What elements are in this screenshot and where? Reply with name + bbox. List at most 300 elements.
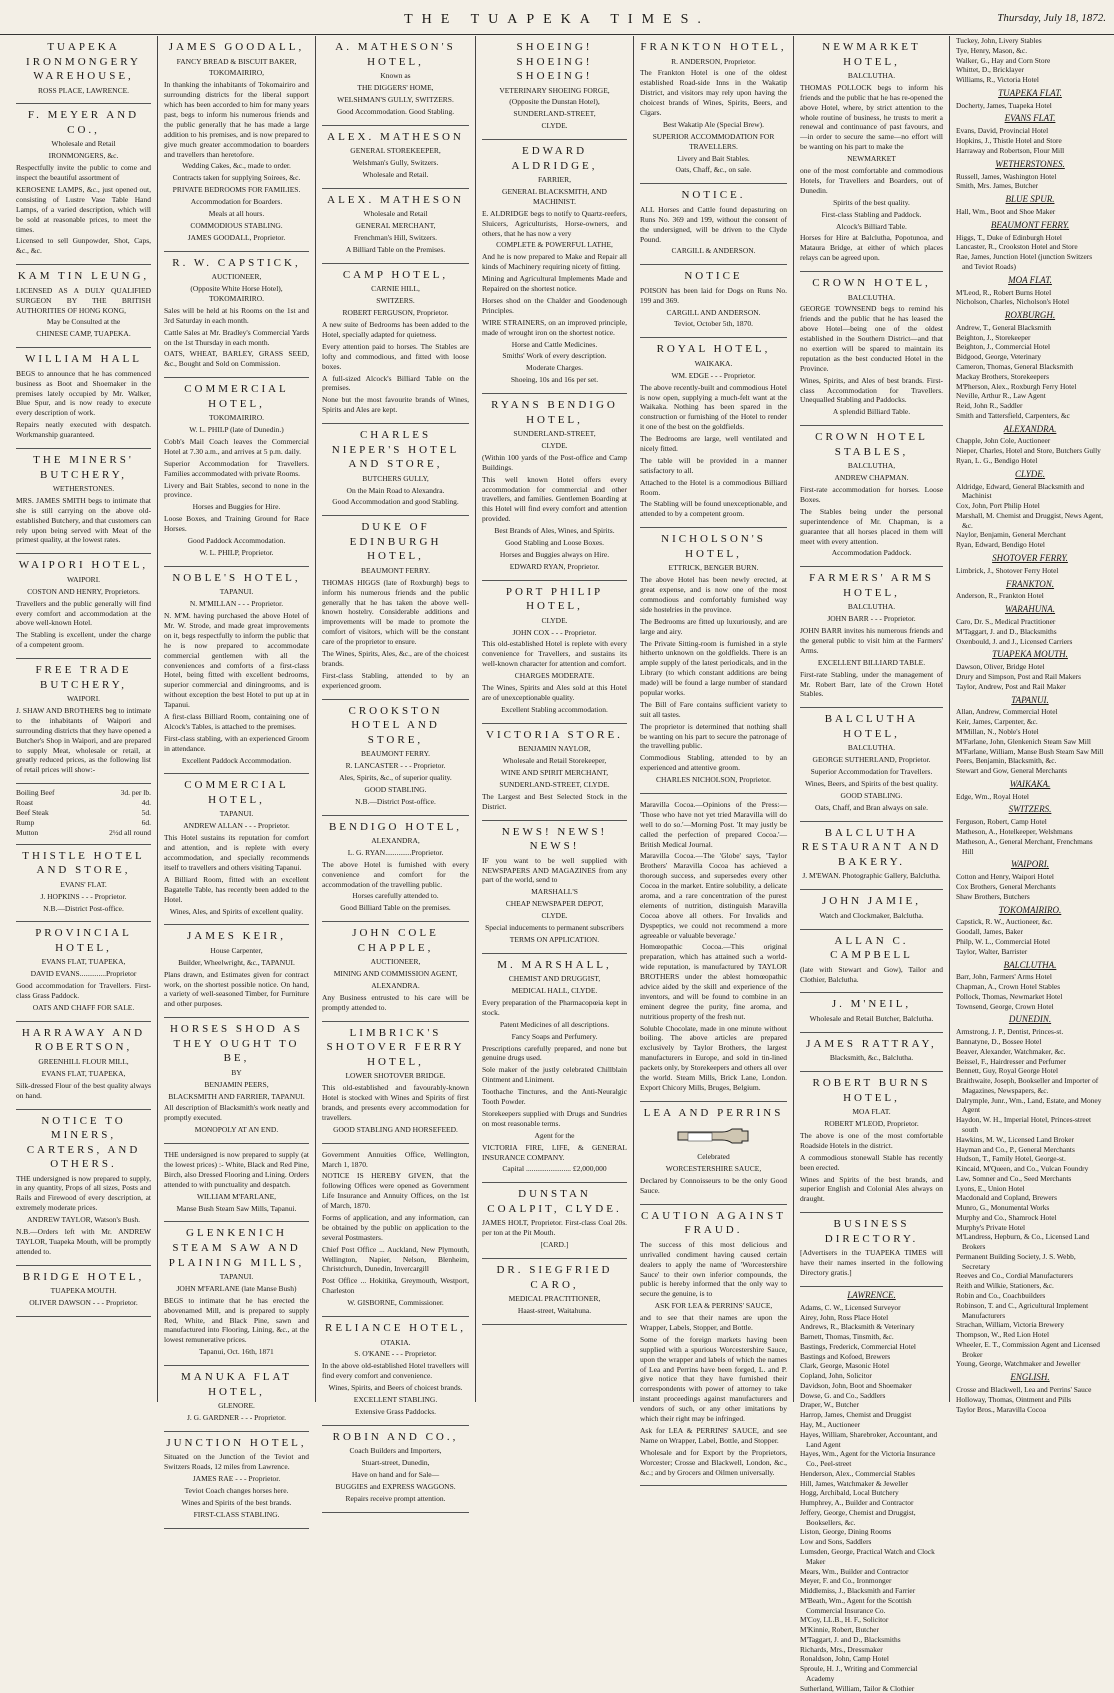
directory-entry: Dawson, Oliver, Bridge Hotel [956, 662, 1045, 672]
ad-text: JOHN BARR - - - Proprietor. [827, 614, 916, 624]
ad-title: RYANS BENDIGO HOTEL, [491, 399, 618, 426]
price-row [16, 808, 151, 818]
directory-entry: Hayes, William, Sharebroker, Accountant, and Land Agent [800, 1429, 938, 1449]
directory-entry: Sproule, H. J., Writing and Commercial Academy [800, 1664, 918, 1683]
ad-text: EXCELLENT STABLING. [353, 1394, 438, 1404]
directory-entry: Cox, John, Port Philip Hotel [956, 501, 1040, 511]
ad-text: Maravilla Cocoa.—The 'Globe' says, 'Taylor Brothers' Maravilla Cocoa has achieved a thorough success, and supersedes every other Cocoa in the market. Entire solubility, a delicate aroma, and a rare concentration of the purest elements of nutrition, distinguish Maravilla Cocoa above all others. For Invalids and Dyspeptics, we could not recommend a more agreeable or valuable beverage.' [640, 851, 787, 940]
ad-title: BRIDGE HOTEL, [22, 1270, 145, 1283]
ad-text: JAMES RAE - - - Proprietor. [192, 1474, 281, 1484]
directory-entry: Philp, W. L., Commercial Hotel [956, 936, 1051, 946]
directory-entry: M'Beath, Wm., Agent for the Scottish Commercial Insurance Co. [800, 1595, 912, 1615]
directory-entry: Beighton, J., Commercial Hotel [956, 342, 1051, 352]
ad-text: Wedding Cakes, &c., made to order. [182, 161, 291, 171]
advertisement [322, 264, 469, 424]
ad-text: Extensive Grass Paddocks. [354, 1406, 437, 1416]
ad-title: EDWARD ALDRIDGE, [511, 145, 598, 172]
ad-text: SUNDERLAND-STREET, [513, 429, 596, 439]
ad-text: BALCLUTHA. [847, 292, 896, 302]
ad-text: TOKOMAIRIRO. [208, 413, 265, 423]
directory-entry: Hudson, T., Family Hotel, George-st. [956, 1154, 1066, 1164]
advertisement [482, 954, 627, 1184]
directory-entry: Reid, John R., Saddler [956, 401, 1023, 411]
ad-text: GREENHILL FLOUR MILL, [38, 1056, 129, 1066]
directory-entry: Munro, G., Monumental Works [956, 1203, 1050, 1213]
advertisement [800, 993, 943, 1032]
ad-text: WINE AND SPIRIT MERCHANT, [500, 768, 609, 778]
ad-text: (Opposite White Horse Hotel), TOKOMAIRIRO. [190, 284, 283, 303]
ad-text: Sales will be held at his Rooms on the 1st and 3rd Saturday in each month. [164, 305, 309, 325]
advertisement [16, 449, 151, 554]
ad-text: CLYDE. [541, 615, 568, 625]
ad-title: JAMES KEIR, [186, 930, 286, 943]
ad-title: CAMP HOTEL, [342, 268, 449, 281]
ad-text: The Stabling is excellent, under the charge of a competent groom. [16, 630, 151, 650]
ad-text: BUGGIES and EXPRESS WAGGONS. [335, 1481, 456, 1491]
directory-entry: Chapple, John Cole, Auctioneer [956, 436, 1051, 446]
directory-entry: Matheson, A., General Merchant, Frenchmans Hill [956, 836, 1093, 856]
ad-text: Watch and Clockmaker, Balclutha. [819, 910, 924, 920]
ad-text: MEDICAL PRACTITIONER, [508, 1294, 601, 1304]
directory-entry: Whittet, D., Bricklayer [956, 65, 1024, 75]
ad-text: Stuart-street, Dunedin, [361, 1458, 430, 1468]
ad-text: THOMAS POLLOCK begs to inform his friends and the public that he has re-opened the above Hotel, where, by strict attention to the whole routine of business, he trusts to merit a renewal and continuance of past favours, and—in order to secure the same—no effort will be wanting on his part to make the [800, 82, 943, 152]
ad-text: Every attention paid to horses. The Stables are lofty and commodious, and fitted with loose boxes. [322, 341, 469, 371]
directory-entry: Nieper, Charles, Hotel and Store, Butchers Gully [956, 446, 1101, 456]
ad-text: Declared by Connoisseurs to be the only Good Sauce. [640, 1176, 787, 1195]
ad-title: PORT PHILIP HOTEL, [505, 585, 604, 613]
directory-entry: Limbrick, J., Shotover Ferry Hotel [956, 565, 1059, 575]
ad-text: FANCY BREAD & BISCUIT BAKER, [176, 56, 297, 66]
directory-entry: Caro, Dr. S., Medical Practitioner [956, 617, 1056, 627]
ad-text: The Stables being under the personal superintendence of Mr. Chapman, is a guarantee that all horses placed in them will meet with every attention. [800, 506, 943, 546]
ad-text: GOOD STABLING. [364, 784, 427, 794]
ad-title: JAMES GOODALL, [168, 41, 305, 53]
ad-text: EVANS FLAT, TUAPEKA, [41, 1068, 126, 1078]
directory-entry: M'Taggart, J. and D., Blacksmiths [800, 1634, 901, 1644]
price-value: 6d. [141, 817, 151, 827]
ad-text: Wholesale and Retail Storekeeper, [502, 756, 607, 766]
ad-text: Post Office ... Hokitika, Greymouth, Westport, Charleston [322, 1276, 469, 1296]
ad-text: Spirits of the best quality. [833, 197, 910, 207]
directory-entry: Tye, Henry, Mason, &c. [956, 45, 1028, 55]
directory-entry: Drury and Simpson, Post and Rail Makers [956, 672, 1082, 682]
ad-text: JAMES HOLT, Proprietor. First-class Coal 20s. per ton at the Pit Mouth. [482, 1218, 627, 1238]
directory-entry: Robin and Co., Coachbuilders [956, 1291, 1046, 1300]
ad-text: And he is now prepared to Make and Repair all kinds of Machinery requiring nicety of fitting. [482, 252, 627, 272]
ad-text: EVANS' FLAT. [60, 879, 107, 889]
ad-title: BENDIGO HOTEL, [328, 820, 463, 833]
ad-text: Have on hand and for Sale— [351, 1470, 440, 1480]
advertisement [164, 567, 309, 775]
ad-text: E. ALDRIDGE begs to notify to Quartz-reefers, Sluicers, Agriculturists, Horse-owners, and others, that he has now a very [482, 208, 627, 238]
ad-text: VETERINARY SHOEING FORGE, [499, 85, 610, 95]
directory-entry: Chapman, A., Crown Hotel Stables [956, 982, 1061, 992]
ad-text: TERMS ON APPLICATION. [509, 934, 600, 944]
advertisement [164, 252, 309, 379]
ad-title: WILLIAM HALL [25, 353, 142, 366]
ad-text: CLYDE. [541, 440, 568, 450]
ad-text: A first-class Billiard Room, containing one of Alcock's Tables, is attached to the premises. [164, 712, 309, 731]
directory-entry: Meyer, F. and Co., Ironmonger [800, 1576, 892, 1586]
ad-title: FARMERS' ARMS HOTEL, [809, 572, 934, 599]
directory-entry: Bennett, Guy, Royal George Hotel [956, 1066, 1059, 1076]
advertisement [322, 1426, 469, 1513]
ad-text: Some of the foreign markets having been supplied with a spurious Worcestershire Sauce, upon the wrapper and labels of which the names of Lea and Perrins have been forged, L. and P. give notice that they have furnished their correspondents with power of attorney to take instant proceedings against manufacturers and vendors of such, or any other imitations by which their right may be infringed. [640, 1334, 787, 1424]
ad-title: THE MINERS' BUTCHERY, [33, 453, 134, 481]
ad-text: The Bedrooms are fitted up luxuriously, and are large and airy. [640, 616, 787, 636]
ad-text: Excellent Paddock Accommodation. [181, 755, 292, 765]
directory-entry: Marshall, M. Chemist and Druggist, News Agent, &c. [956, 510, 1103, 530]
directory-entry: Neville, Arthur R., Law Agent [956, 391, 1046, 401]
ad-text: Moderate Charges. [526, 363, 583, 373]
ad-text: Commodious Stabling, attended to by an experienced and attentive groom. [640, 753, 787, 773]
ad-text: Licensed to sell Gunpowder, Shot, Caps, &c., &c. [16, 236, 151, 256]
ad-text: First-rate Stabling, under the management of Mr. Robert Barr, late of the Crown Hotel Stables. [800, 669, 943, 699]
ad-text: This well known Hotel offers every accommodation for commercial and other travellers, and families. Gentlemen Boarding at this Hotel will find every comfort and attention provided. [482, 474, 627, 524]
advertisement [640, 36, 787, 184]
advertisement [800, 930, 943, 994]
ad-text: Wholesale and Retail [51, 139, 116, 149]
directory-entry: Townsend, George, Crown Hotel [956, 1001, 1054, 1011]
ad-text: The above Hotel has been newly erected, at great expense, and is now one of the most commodious and comfortably furnished way side hostelries in the province. [640, 575, 787, 614]
advertisement [16, 348, 151, 449]
ad-text: The Stabling will be found unexceptionable, and attended to by a competent groom. [640, 499, 787, 519]
ad-text: N. M'MILLAN - - - Proprietor. [189, 599, 284, 609]
ad-text: SUNDERLAND-STREET, CLYDE. [499, 779, 610, 789]
ad-text: FARRIER, [538, 175, 571, 185]
ad-text: Wholesale and Retail. [362, 169, 429, 179]
ad-text: The Largest and Best Selected Stock in the District. [482, 791, 627, 811]
ad-text: GEORGE TOWNSEND begs to remind his friends and the public that he has leased the above Hotel—being one of the oldest established in the Southern District—and that no exertion will be spared to maintain its reputation as the best conducted Hotel in the Province. [800, 304, 943, 373]
ad-text: CARGILL AND ANDERSON. [666, 307, 761, 317]
ad-title: ALEX. MATHESON [327, 193, 464, 206]
advertisement [800, 708, 943, 821]
advertisement [322, 816, 469, 923]
column-4 [476, 36, 634, 1402]
ad-text: The Frankton Hotel is one of the oldest established Road-side Inns in the Wakatip District, and visitors may rely upon having the choicest brands of Wines, Spirits, Beers, and Cigars. [640, 68, 787, 117]
ad-text: SUPERIOR ACCOMMODATION FOR TRAVELLERS. [652, 131, 775, 151]
ad-text: WM. EDGE - - - Proprietor. [671, 370, 756, 380]
ad-text: Wines, Spirits, and Ales of best brands. First-class Accommodation for Travellers. Unequalled Stabling and Paddocks. [800, 375, 943, 405]
ad-title: F. MEYER AND CO., [27, 109, 140, 136]
directory-entry: Goodall, James, Baker [956, 927, 1023, 937]
ad-text: The proprietor is determined that nothing shall be wanting on his part to secure the patronage of the travelling public. [640, 721, 787, 751]
ad-text: W. L. PHILP, Proprietor. [199, 547, 274, 557]
ad-title: CAUTION AGAINST FRAUD. [641, 1209, 786, 1237]
ad-text: Prescriptions carefully prepared, and none but genuine drugs used. [482, 1043, 627, 1063]
column-7-directory [950, 36, 1110, 1414]
ad-text: GEORGE SUTHERLAND, Proprietor. [812, 755, 931, 765]
ad-text: POISON has been laid for Dogs on Runs No. 199 and 369. [640, 285, 787, 305]
ad-text: MINING AND COMMISSION AGENT, [333, 969, 458, 979]
price-value: 2½d all round [109, 827, 151, 837]
ad-text: ALL Horses and Cattle found depasturing on Runs No. 369 and 199, without the consent of the undersigned, will be driven to the Clyde Pound. [640, 204, 787, 244]
directory-entry: Henderson, Alex., Commercial Stables [800, 1468, 915, 1478]
directory-entry: M'Leod, R., Robert Burns Hotel [956, 287, 1052, 297]
ad-text: TAPANUI. [219, 809, 254, 819]
directory-entry: Law, Somner and Co., Seed Merchants [956, 1173, 1072, 1183]
ad-text: The Wines, Spirits and Ales sold at this Hotel are of unexceptionable quality. [482, 683, 627, 702]
directory-entry: M'Farlane, John, Glenkenich Steam Saw Mill [956, 736, 1091, 746]
directory-entry: Hayes, Wm., Agent for the Victoria Insurance Co., Peel-street [800, 1449, 936, 1469]
directory-entry: Pollock, Thomas, Newmarket Hotel [956, 991, 1063, 1001]
ad-text: MARSHALL'S [531, 887, 578, 897]
ad-title: CHARLES NIEPER'S HOTEL AND STORE, [331, 429, 460, 471]
advertisement [16, 1266, 151, 1317]
directory-entry: Wheeler, E. T., Commission Agent and Licensed Broker [956, 1339, 1100, 1359]
directory-entry: Oxenbould, J. and J., Licensed Carriers [956, 636, 1073, 646]
ad-text: one of the most comfortable and commodious Hotels, for Travellers and Boarders, out of Dunedin. [800, 166, 943, 195]
ad-text: Wholesale and Retail Butcher, Balclutha. [809, 1013, 934, 1023]
directory-entry: Murphy's Private Hotel [956, 1222, 1026, 1232]
ad-title: JAMES RATTRAY, [806, 1037, 937, 1050]
ad-text: J. HOPKINS - - - Proprietor. [40, 891, 127, 901]
price-item: Beef Steak [16, 808, 49, 818]
directory-entry: Braithwaite, Joseph, Bookseller and Importer of Magazines, Newspapers, &c. [956, 1076, 1099, 1095]
ad-text: Wholesale and Retail [363, 209, 428, 219]
directory-entry: Harrop, James, Chemist and Druggist [800, 1410, 912, 1420]
ad-title: NOTICE. [681, 189, 746, 202]
directory-heading: LAWRENCE. [847, 1289, 896, 1300]
masthead [0, 0, 1114, 35]
ad-text: GLENORE. [218, 1401, 255, 1411]
ad-title: ROBERT BURNS HOTEL, [812, 1077, 931, 1104]
directory-entry: Sutherland, William, Tailor & Clothier [800, 1683, 915, 1693]
ad-text: Good Billiard Table on the premises. [340, 903, 451, 913]
ad-text: BEAUMONT FERRY. [361, 565, 430, 575]
advertisement [800, 567, 943, 708]
ad-text: The table will be provided in a manner satisfactory to all. [640, 455, 787, 475]
ad-text: Cobb's Mail Coach leaves the Commercial Hotel at 7.30 a.m., and arrives at 5 p.m. daily. [164, 437, 309, 456]
ad-text: None but the most favourite brands of Wines, Spirits and Ales are kept. [322, 395, 469, 415]
advertisement [16, 1022, 151, 1110]
advertisement [16, 1110, 151, 1266]
directory-entry: Edge, Wm., Royal Hotel [956, 791, 1029, 801]
ad-title: NICHOLSON'S HOTEL, [661, 533, 766, 560]
ad-text: Plans drawn, and Estimates given for contract work, on the shortest possible notice. On hand, a variety of well-seasoned Timber, for Furniture and other purposes. [164, 969, 309, 1009]
ad-text: Mining and Agricultural Implements Made and Repaired on the shortest notice. [482, 274, 627, 294]
ad-text: AUCTIONEER, [211, 272, 262, 282]
ad-text: Every preparation of the Pharmacopœia kept in stock. [482, 998, 627, 1017]
ad-title: PROVINCIAL HOTEL, [35, 927, 132, 954]
ad-title: NEWMARKET HOTEL, [822, 41, 921, 68]
ad-title: THISTLE HOTEL AND STORE, [22, 849, 145, 877]
ad-text: Situated on the Junction of the Teviot and Switzers Roads, 12 miles from Lawrence. [164, 1452, 309, 1472]
ad-text: and to see that their names are upon the Wrapper, Labels, Stopper, and Bottle. [640, 1313, 787, 1333]
directory-entry: Barnett, Thomas, Tinsmith, &c. [800, 1332, 894, 1342]
ad-text: W. L. PHILP (late of Dunedin.) [189, 425, 284, 435]
ad-text: GENERAL STOREKEEPER, [350, 146, 441, 156]
ad-text: JOHN BARR invites his numerous friends and the general public to visit him at the Farmers' Arms. [800, 626, 943, 655]
directory-heading: BLUE SPUR. [1005, 194, 1055, 205]
ad-title: TUAPEKA IRONMONGERY WAREHOUSE, [26, 41, 141, 83]
directory-entry: M'Landress, Hepburn, & Co., Licensed Land Brokers [956, 1232, 1090, 1252]
ad-text: Chief Post Office ... Auckland, New Plymouth, Wellington, Napier, Nelson, Blenheim, Christchurch, Dunedin, Invercargill [322, 1244, 469, 1274]
ad-text: The Bedrooms are large, well ventilated and nicely fitted. [640, 434, 787, 453]
ad-title: JUNCTION HOTEL, [166, 1436, 307, 1449]
ad-text: Accommodation Paddock. [831, 548, 912, 558]
directory-entry: Murphy and Co., Shamrock Hotel [956, 1212, 1057, 1222]
directory-entry: Tuckey, John, Livery Stables [956, 36, 1042, 45]
price-item: Mutton [16, 827, 39, 837]
ad-text: Good Paddock Accommodation. [187, 536, 286, 546]
ad-title: HARRAWAY AND ROBERTSON, [21, 1026, 146, 1054]
ad-text: Good Stabling and Loose Boxes. [505, 538, 604, 547]
directory-entry: Thompson, W., Red Lion Hotel [956, 1330, 1049, 1340]
ad-text: WELSHMAN'S GULLY, SWITZERS. [337, 94, 454, 104]
ad-text: Welshman's Gully, Switzers. [352, 158, 439, 167]
ad-text: AUCTIONEER, [370, 957, 421, 967]
directory-entry: M'Farlane, William, Manse Bush Steam Saw Mill [956, 746, 1104, 756]
ad-text: The above Hotel is furnished with every convenience and comfort for the accommodation of the travelling public. [322, 859, 469, 889]
directory-heading: WAIKAKA. [1009, 778, 1051, 789]
ad-title: ALEX. MATHESON [327, 130, 464, 143]
directory-entry: Permanent Building Society, J. S. Webb, Secretary [956, 1251, 1076, 1271]
advertisement [800, 1213, 943, 1287]
ad-title: DR. SIEGFRIED CARO, [496, 1263, 613, 1291]
ad-text: THE undersigned is now prepared to supply (at the lowest prices) :- White, Black and Red Pine, Birch, also Dressed Flooring and Lining. Orders attended to with punctuality and despatch. [164, 1150, 309, 1189]
directory-entry: Liston, George, Dining Rooms [800, 1527, 892, 1537]
masthead-title: THE TUAPEKA TIMES. [404, 12, 710, 27]
price-row [16, 798, 151, 808]
ad-text: May be Consulted at the [46, 317, 121, 327]
directory-entry: Hawkins, M. W., Licensed Land Broker [956, 1134, 1075, 1144]
ad-text: COMMODIOUS STABLING. [190, 220, 283, 230]
directory-entry: Higgs, T., Duke of Edinburgh Hotel [956, 232, 1062, 242]
directory-entry: Reith and Wilkie, Stationers, &c. [956, 1281, 1054, 1291]
ad-text: LICENSED AS A DULY QUALIFIED SURGEON BY THE BRITISH AUTHORITIES OF HONG KONG, [16, 285, 151, 315]
ad-title: BALCLUTHA RESTAURANT AND BAKERY. [801, 826, 942, 868]
ad-text: CHEMIST AND DRUGGIST, [508, 974, 601, 984]
directory-entry: Beighton, J., Storekeeper [956, 332, 1031, 342]
ad-title: CROOKSTON HOTEL AND STORE, [348, 704, 443, 746]
ad-text: Patent Medicines of all descriptions. [499, 1019, 610, 1029]
ad-text: The above is one of the most comfortable Roadside Hotels in the district. [800, 1131, 943, 1150]
ad-text: J. M'EWAN. Photographic Gallery, Balclutha. [802, 871, 941, 881]
ad-text: In the above old-established Hotel travellers will find every comfort and convenience. [322, 1361, 469, 1381]
ad-text: BENJAMIN NAYLOR, [518, 744, 591, 754]
directory-entry: Capstick, R. W., Auctioneer, &c. [956, 917, 1053, 927]
advertisement [482, 140, 627, 394]
price-item: Roast [16, 798, 34, 808]
ad-title: CROWN HOTEL, [812, 277, 931, 290]
directory-entry: Strachan, William, Victoria Brewery [956, 1320, 1064, 1330]
ad-text: W. GISBORNE, Commissioner. [347, 1298, 444, 1308]
ad-text: Government Annuities Office, Wellington, March 1, 1870. [322, 1149, 469, 1169]
ad-text: This old-established Hotel is replete with every convenience for Travellers, and sustains its well-known character for attention and comfort. [482, 639, 627, 669]
column-1 [10, 36, 158, 1402]
ad-title: KAM TIN LEUNG, [17, 270, 150, 283]
ad-text: WAIPORI. [66, 574, 101, 584]
ad-text: Agent for the [534, 1130, 575, 1140]
ad-text: BEGS to announce that he has commenced business as Boot and Shoemaker in the premises lately occupied by Mr. Walker, Blue Spur, and is now ready to execute every description of work. [16, 368, 151, 418]
directory-entry: Cameron, Thomas, General Blacksmith [956, 361, 1074, 371]
directory-entry: Clark, George, Masonic Hotel [800, 1361, 890, 1371]
ad-text: A commodious stonewall Stable has recently been erected. [800, 1152, 943, 1172]
ad-text: JAMES GOODALL, Proprietor. [187, 232, 286, 242]
directory-entry: Nicholson, Charles, Nicholson's Hotel [956, 297, 1070, 307]
advertisement [164, 378, 309, 567]
directory-entry: M'Taggart, J. and D., Blacksmiths [956, 626, 1057, 636]
directory-entry: Mackay Brothers, Storekeepers [956, 371, 1049, 381]
ad-title: BALCLUTHA HOTEL, [824, 713, 919, 740]
ad-text: EVANS FLAT, TUAPEKA, [41, 957, 126, 967]
ad-text: ROSS PLACE, LAWRENCE. [37, 85, 130, 95]
directory-heading: TOKOMAIRIRO. [998, 904, 1062, 915]
directory-entry: Taylor, Andrew, Post and Rail Maker [956, 681, 1066, 691]
ad-text: All description of Blacksmith's work neatly and promptly executed. [164, 1103, 309, 1123]
directory-entry: Adams, C. W., Licensed Surveyor [800, 1302, 901, 1312]
ad-text: Wholesale and for Export by the Proprietors, Worcester; Crosse and Blackwell, London, &c., &c.; and by Grocers and Oilmen universally. [640, 1447, 787, 1477]
ad-title: NEWS! NEWS! NEWS! [501, 825, 608, 853]
advertisement [164, 1144, 309, 1222]
directory-entry: Holloway, Thomas, Ointment and Pills [956, 1394, 1072, 1404]
ad-title: FRANKTON HOTEL, [640, 41, 787, 53]
ad-title: MANUKA FLAT HOTEL, [181, 1371, 292, 1398]
ad-text: MEDICAL HALL, CLYDE. [511, 986, 598, 996]
ad-text: Capital ........................ £2,000,000 [502, 1164, 607, 1174]
directory-entry: Jeffery, George, Chemist and Druggist, Booksellers, &c. [800, 1507, 916, 1527]
advertisement [482, 1183, 627, 1259]
directory-entry: Ferguson, Robert, Camp Hotel [956, 817, 1047, 827]
directory-heading: SHOTOVER FERRY. [992, 552, 1068, 563]
ad-text: IRONMONGERS, &c. [48, 151, 119, 161]
ad-text: Livery and Bait Stables, second to none in the province. [164, 480, 309, 500]
column-5 [634, 36, 794, 1477]
advertisement [640, 528, 787, 794]
ad-text: CLYDE. [541, 121, 568, 131]
ad-text: LOWER SHOTOVER BRIDGE. [345, 1071, 446, 1081]
advertisement [164, 36, 309, 252]
ad-text: BUTCHERS GULLY, [362, 473, 429, 483]
ad-text: The Wines, Spirits, Ales, &c., are of the choicest brands. [322, 648, 469, 668]
advertisement [800, 1033, 943, 1072]
ad-text: KEROSENE LAMPS, &c., just opened out, consisting of Lustre Vase Table Hand Lamps, of a varied description, which will be sold at reasonable prices, to meet the times. [16, 185, 151, 234]
ad-text: Coach Builders and Importers, [349, 1446, 442, 1456]
advertisement [322, 1144, 469, 1317]
ad-text: BALCLUTHA. [847, 602, 896, 612]
ad-text: This Hotel sustains its reputation for comfort and attention, and is replete with every accommodation, and specially recommends itself to travellers and others visiting Tapanui. [164, 833, 309, 872]
ad-title: CROWN HOTEL STABLES, [815, 431, 928, 458]
ad-text: WILLIAM M'FARLANE, [196, 1191, 277, 1201]
ad-text: Wines, Beers, and Spirits of the best quality. [805, 779, 938, 789]
advertisement [322, 516, 469, 699]
ad-text: Horses carefully attended to. [352, 891, 439, 901]
ad-text: Meals at all hours. [208, 208, 265, 218]
directory-heading: EVANS FLAT. [1004, 113, 1056, 124]
directory-entry: Ryan, L. G., Bendigo Hotel [956, 455, 1038, 465]
directory-entry: Rae, James, Junction Hotel (junction Switzers and Teviot Roads) [956, 252, 1093, 271]
directory-entry: Low and Sons, Saddlers [800, 1537, 872, 1547]
ad-title: WAIPORI HOTEL, [18, 559, 149, 572]
directory-entry: Reeves and Co., Cordial Manufacturers [956, 1271, 1073, 1281]
ad-text: WORCESTERSHIRE SAUCE, [665, 1164, 762, 1174]
directory-heading: SWITZERS. [1008, 804, 1052, 815]
ad-text: CHINESE CAMP, TUAPEKA. [36, 329, 131, 339]
ad-title: JOHN COLE CHAPPLE, [352, 927, 439, 954]
directory-entry: Russell, James, Washington Hotel [956, 171, 1057, 181]
ad-text: First-rate accommodation for horses. Loose Boxes. [800, 485, 943, 504]
ad-text: GOOD STABLING AND HORSEFEED. [333, 1124, 458, 1134]
ad-text: Teviot, October 5th, 1870. [673, 319, 754, 329]
advertisement [640, 184, 787, 265]
price-item: Boiling Beef [16, 788, 55, 798]
directory-heading: FRANKTON. [1005, 578, 1055, 589]
directory-entry: Kincaid, M'Queen, and Co., Vulcan Foundry [956, 1164, 1089, 1174]
directory-entry: Evans, David, Provincial Hotel [956, 126, 1049, 136]
ad-text: Soluble Chocolate, made in one minute without boiling. The above articles are prepared exclusively by Taylor Brothers, the largest manufacturers in Europe, and sold in tin-lined packets only, by Storekeepers and others all over the world. Steam Mills, Brick Lane, London. Export Chicory Mills, Bruges, Belgium. [640, 1023, 787, 1092]
